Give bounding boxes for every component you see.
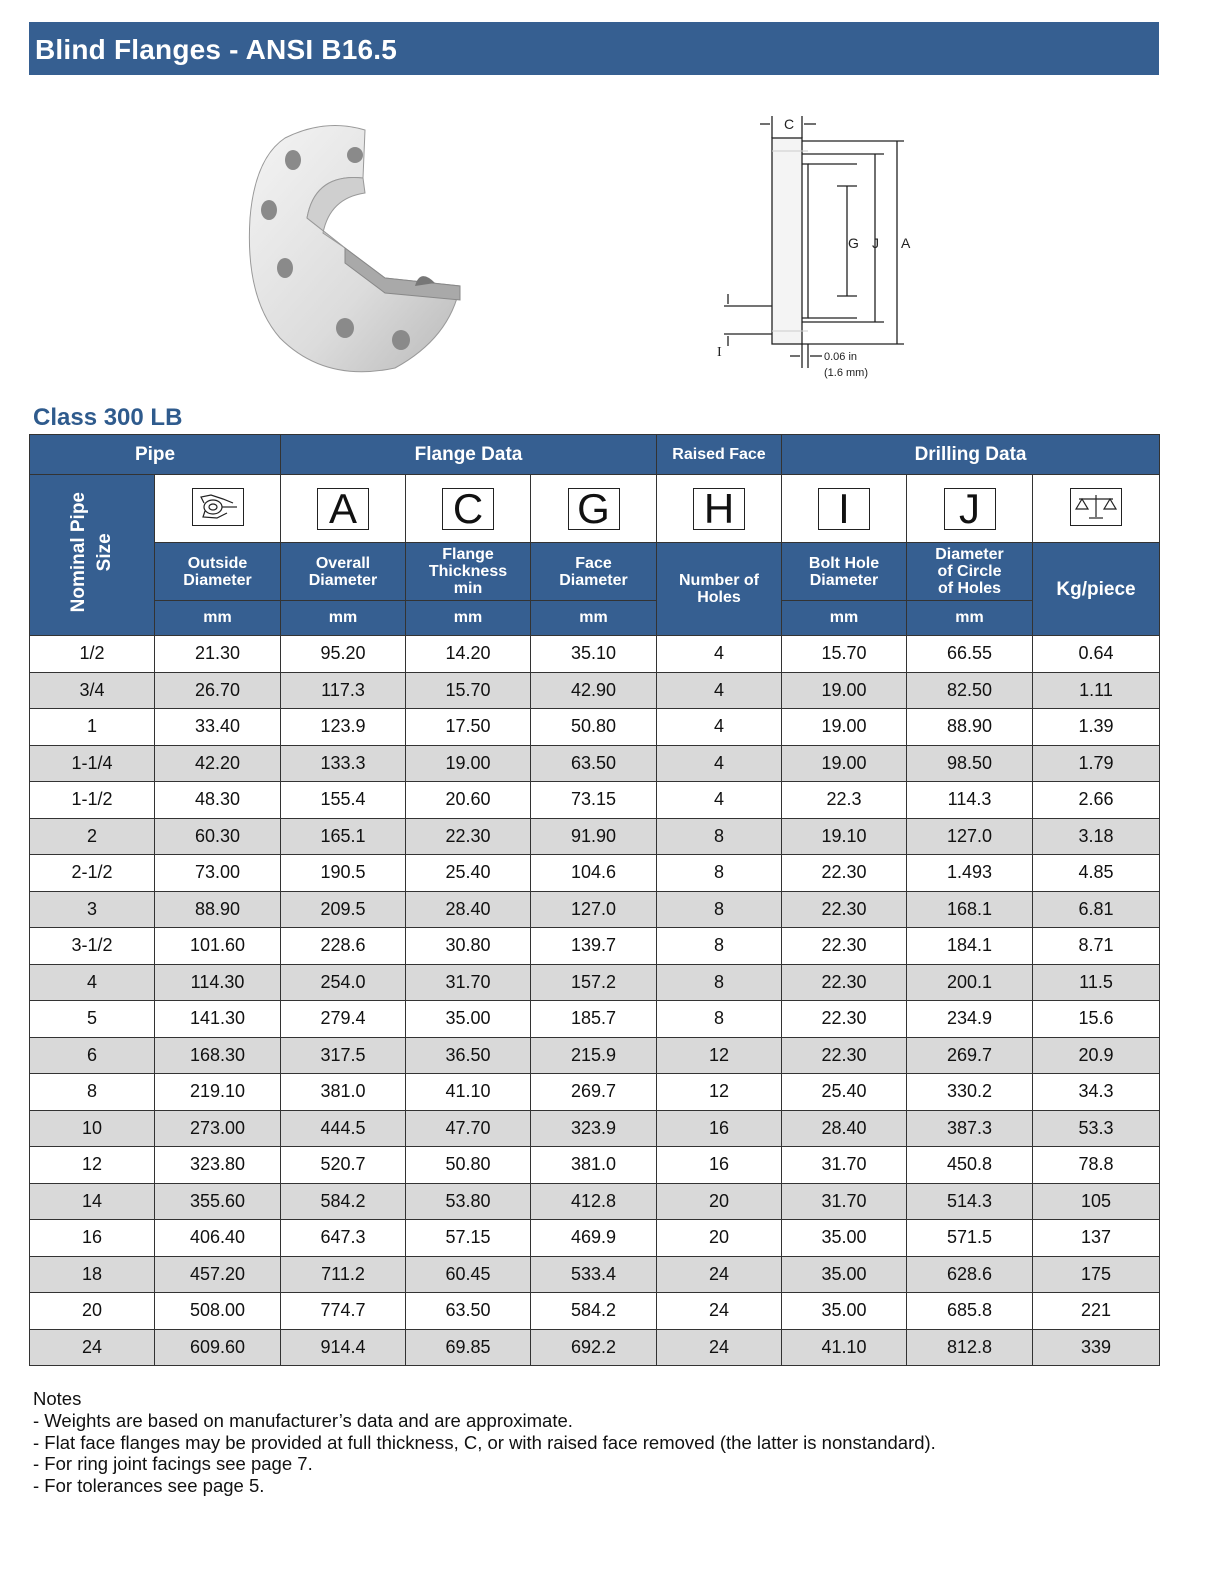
label-row: [30, 543, 1160, 601]
table-cell: 127.0: [907, 818, 1033, 855]
notes-section: [33, 1388, 936, 1497]
table-cell: 279.4: [281, 1001, 406, 1038]
table-cell: 82.50: [907, 672, 1033, 709]
table-cell: 1-1/2: [30, 782, 155, 819]
table-cell: 35.10: [531, 636, 657, 673]
gap-mm-label: (1.6 mm): [824, 367, 868, 379]
table-cell: 508.00: [155, 1293, 281, 1330]
table-row: [30, 782, 1160, 819]
symbol-row: [30, 475, 1160, 543]
table-cell: 469.9: [531, 1220, 657, 1257]
circle-diameter-header: Diameter of Circle of Holes: [907, 543, 1033, 601]
table-cell: 22.30: [782, 855, 907, 892]
page-title: Blind Flanges - ANSI B16.5: [35, 34, 398, 65]
table-cell: 387.3: [907, 1110, 1033, 1147]
symbol-h: H: [657, 475, 782, 543]
table-cell: 28.40: [782, 1110, 907, 1147]
title-bar: [29, 22, 1159, 75]
table-cell: 584.2: [281, 1183, 406, 1220]
table-cell: 215.9: [531, 1037, 657, 1074]
table-cell: 24: [657, 1329, 782, 1366]
table-row: [30, 1037, 1160, 1074]
table-body: [30, 636, 1160, 1366]
table-cell: 16: [657, 1110, 782, 1147]
unit-mm: mm: [907, 601, 1033, 636]
table-cell: 141.30: [155, 1001, 281, 1038]
table-cell: 774.7: [281, 1293, 406, 1330]
table-cell: 8: [657, 818, 782, 855]
table-cell: 35.00: [406, 1001, 531, 1038]
table-cell: 685.8: [907, 1293, 1033, 1330]
table-cell: 22.30: [782, 928, 907, 965]
table-cell: 692.2: [531, 1329, 657, 1366]
flange-3d-image: [245, 118, 475, 380]
table-cell: 381.0: [281, 1074, 406, 1111]
table-cell: 33.40: [155, 709, 281, 746]
note-item: - Weights are based on manufacturer’s data and are approximate.: [33, 1409, 573, 1431]
table-cell: 317.5: [281, 1037, 406, 1074]
note-item: - For ring joint facings see page 7.: [33, 1453, 313, 1475]
symbol-c: C: [406, 475, 531, 543]
table-cell: 42.20: [155, 745, 281, 782]
table-cell: 14.20: [406, 636, 531, 673]
table-cell: 123.9: [281, 709, 406, 746]
table-cell: 88.90: [907, 709, 1033, 746]
table-cell: 1.39: [1033, 709, 1160, 746]
table-cell: 8: [657, 928, 782, 965]
table-cell: 53.80: [406, 1183, 531, 1220]
table-cell: 30.80: [406, 928, 531, 965]
table-cell: 157.2: [531, 964, 657, 1001]
table-cell: 628.6: [907, 1256, 1033, 1293]
table-cell: 15.6: [1033, 1001, 1160, 1038]
dim-a-label: A: [901, 235, 911, 251]
scale-icon: [1070, 488, 1122, 526]
table-cell: 20: [30, 1293, 155, 1330]
table-cell: 21.30: [155, 636, 281, 673]
units-row: [30, 601, 1160, 636]
unit-mm: mm: [782, 601, 907, 636]
table-cell: 41.10: [782, 1329, 907, 1366]
table-cell: 88.90: [155, 891, 281, 928]
note-item: - Flat face flanges may be provided at full thickness, C, or with raised face removed (the latter is nonstandard).: [33, 1431, 936, 1453]
table-cell: 175: [1033, 1256, 1160, 1293]
table-cell: 137: [1033, 1220, 1160, 1257]
table-row: [30, 1147, 1160, 1184]
unit-mm: mm: [531, 601, 657, 636]
group-header-row: Pipe Flange Data Raised Face Drilling Data Weight: [30, 435, 1160, 475]
table-row: [30, 672, 1160, 709]
symbol-a: A: [281, 475, 406, 543]
table-row: [30, 1329, 1160, 1366]
table-cell: 12: [30, 1147, 155, 1184]
table-cell: 514.3: [907, 1183, 1033, 1220]
table-row: [30, 1256, 1160, 1293]
table-cell: 98.50: [907, 745, 1033, 782]
table-cell: 35.00: [782, 1293, 907, 1330]
table-row: [30, 964, 1160, 1001]
table-cell: 24: [657, 1256, 782, 1293]
table-cell: 34.3: [1033, 1074, 1160, 1111]
table-cell: 36.50: [406, 1037, 531, 1074]
table-row: [30, 1220, 1160, 1257]
table-cell: 14: [30, 1183, 155, 1220]
table-cell: 457.20: [155, 1256, 281, 1293]
table-cell: 25.40: [782, 1074, 907, 1111]
table-cell: 47.70: [406, 1110, 531, 1147]
table-cell: 4: [657, 745, 782, 782]
table-cell: 914.4: [281, 1329, 406, 1366]
table-cell: 95.20: [281, 636, 406, 673]
table-cell: 25.40: [406, 855, 531, 892]
table-cell: 19.00: [782, 745, 907, 782]
table-cell: 16: [30, 1220, 155, 1257]
gap-inch-label: 0.06 in: [824, 351, 858, 363]
table-cell: 234.9: [907, 1001, 1033, 1038]
table-cell: 22.30: [782, 891, 907, 928]
table-cell: 19.00: [406, 745, 531, 782]
table-row: [30, 745, 1160, 782]
symbol-g: G: [531, 475, 657, 543]
table-cell: 20.9: [1033, 1037, 1160, 1074]
table-cell: 139.7: [531, 928, 657, 965]
table-cell: 35.00: [782, 1220, 907, 1257]
table-cell: 73.00: [155, 855, 281, 892]
table-cell: 520.7: [281, 1147, 406, 1184]
note-item: - For tolerances see page 5.: [33, 1475, 265, 1497]
table-cell: 406.40: [155, 1220, 281, 1257]
table-cell: 6.81: [1033, 891, 1160, 928]
outside-diameter-symbol: [155, 475, 281, 543]
table-cell: 1/2: [30, 636, 155, 673]
flange-thickness-header: Flange Thickness min: [406, 543, 531, 601]
table-cell: 31.70: [782, 1183, 907, 1220]
table-cell: 228.6: [281, 928, 406, 965]
notes-heading: Notes: [33, 1388, 82, 1409]
dim-g-label: G: [848, 235, 859, 251]
table-cell: 50.80: [406, 1147, 531, 1184]
table-cell: 24: [657, 1293, 782, 1330]
table-cell: 4.85: [1033, 855, 1160, 892]
table-cell: 5: [30, 1001, 155, 1038]
table-cell: 12: [657, 1037, 782, 1074]
table-cell: 323.80: [155, 1147, 281, 1184]
table-cell: 339: [1033, 1329, 1160, 1366]
table-cell: 78.8: [1033, 1147, 1160, 1184]
table-cell: 3: [30, 891, 155, 928]
table-cell: 20.60: [406, 782, 531, 819]
table-cell: 53.3: [1033, 1110, 1160, 1147]
table-cell: 60.30: [155, 818, 281, 855]
dim-j-label: J: [872, 235, 879, 251]
table-cell: 18: [30, 1256, 155, 1293]
table-cell: 35.00: [782, 1256, 907, 1293]
table-row: [30, 928, 1160, 965]
symbol-i: I: [782, 475, 907, 543]
table-cell: 184.1: [907, 928, 1033, 965]
flange-spec-table: [29, 434, 1223, 1366]
table-row: [30, 1110, 1160, 1147]
table-cell: 22.30: [782, 1001, 907, 1038]
table-cell: 19.10: [782, 818, 907, 855]
table-cell: 60.45: [406, 1256, 531, 1293]
table-cell: 330.2: [907, 1074, 1033, 1111]
table-cell: 2.66: [1033, 782, 1160, 819]
table-cell: 15.70: [406, 672, 531, 709]
bolt-hole-diameter-header: Bolt Hole Diameter: [782, 543, 907, 601]
table-cell: 269.7: [531, 1074, 657, 1111]
nominal-pipe-size-header: Nominal Pipe Size: [30, 475, 155, 636]
table-cell: 24: [30, 1329, 155, 1366]
table-cell: 4: [30, 964, 155, 1001]
table-cell: 57.15: [406, 1220, 531, 1257]
symbol-j: J: [907, 475, 1033, 543]
table-cell: 155.4: [281, 782, 406, 819]
table-cell: 26.70: [155, 672, 281, 709]
table-cell: 50.80: [531, 709, 657, 746]
table-cell: 4: [657, 672, 782, 709]
table-cell: 22.30: [782, 1037, 907, 1074]
table-cell: 22.3: [782, 782, 907, 819]
table-cell: 63.50: [406, 1293, 531, 1330]
table-cell: 8: [657, 891, 782, 928]
table-cell: 2: [30, 818, 155, 855]
table-cell: 2-1/2: [30, 855, 155, 892]
table-cell: 381.0: [531, 1147, 657, 1184]
number-of-holes-header: Number of Holes: [657, 543, 782, 636]
table-row: [30, 1074, 1160, 1111]
table-row: [30, 891, 1160, 928]
table-cell: 584.2: [531, 1293, 657, 1330]
table-cell: 3-1/2: [30, 928, 155, 965]
table-cell: 4: [657, 709, 782, 746]
table-cell: 273.00: [155, 1110, 281, 1147]
weight-symbol: [1033, 475, 1160, 543]
table-cell: 73.15: [531, 782, 657, 819]
table-cell: 66.55: [907, 636, 1033, 673]
pipe-icon: [192, 488, 244, 526]
table-cell: 12: [657, 1074, 782, 1111]
table-cell: 17.50: [406, 709, 531, 746]
table-cell: 355.60: [155, 1183, 281, 1220]
table-cell: 8: [657, 1001, 782, 1038]
table-cell: 4: [657, 782, 782, 819]
table-cell: 16: [657, 1147, 782, 1184]
table-cell: 812.8: [907, 1329, 1033, 1366]
table-cell: 42.90: [531, 672, 657, 709]
group-drilling-data: Drilling Data: [782, 435, 1160, 475]
table-cell: 1.493: [907, 855, 1033, 892]
table-row: [30, 1001, 1160, 1038]
table-cell: 105: [1033, 1183, 1160, 1220]
group-raised-face: Raised Face: [657, 435, 782, 475]
table-cell: 101.60: [155, 928, 281, 965]
face-diameter-header: Face Diameter: [531, 543, 657, 601]
table-cell: 1.79: [1033, 745, 1160, 782]
table-cell: 127.0: [531, 891, 657, 928]
table-cell: 254.0: [281, 964, 406, 1001]
table-cell: 117.3: [281, 672, 406, 709]
table-cell: 1-1/4: [30, 745, 155, 782]
table-cell: 3/4: [30, 672, 155, 709]
table-cell: 19.00: [782, 709, 907, 746]
group-flange-data: Flange Data: [281, 435, 657, 475]
table-cell: 1.11: [1033, 672, 1160, 709]
table-row: [30, 1293, 1160, 1330]
table-cell: 165.1: [281, 818, 406, 855]
table-cell: 444.5: [281, 1110, 406, 1147]
unit-mm: mm: [406, 601, 531, 636]
table-cell: 609.60: [155, 1329, 281, 1366]
table-cell: 8: [30, 1074, 155, 1111]
table-cell: 533.4: [531, 1256, 657, 1293]
table-cell: 133.3: [281, 745, 406, 782]
table-cell: 450.8: [907, 1147, 1033, 1184]
class-title: Class 300 LB: [33, 404, 183, 431]
overall-diameter-header: Overall Diameter: [281, 543, 406, 601]
table-cell: 48.30: [155, 782, 281, 819]
table-cell: 185.7: [531, 1001, 657, 1038]
table-cell: 3.18: [1033, 818, 1160, 855]
table-cell: 200.1: [907, 964, 1033, 1001]
table-cell: 8: [657, 964, 782, 1001]
table-cell: 168.30: [155, 1037, 281, 1074]
table-cell: 22.30: [782, 964, 907, 1001]
table-cell: 1: [30, 709, 155, 746]
kg-per-piece-header: Kg/piece: [1033, 543, 1160, 636]
table-cell: 31.70: [782, 1147, 907, 1184]
table-cell: 114.30: [155, 964, 281, 1001]
table-row: [30, 1183, 1160, 1220]
dim-i-label: I: [717, 345, 722, 360]
table-cell: 20: [657, 1220, 782, 1257]
table-cell: 15.70: [782, 636, 907, 673]
table-cell: 323.9: [531, 1110, 657, 1147]
table-cell: 647.3: [281, 1220, 406, 1257]
table-cell: 412.8: [531, 1183, 657, 1220]
table-cell: 168.1: [907, 891, 1033, 928]
table-cell: 221: [1033, 1293, 1160, 1330]
table-cell: 571.5: [907, 1220, 1033, 1257]
table-cell: 11.5: [1033, 964, 1160, 1001]
table-cell: 41.10: [406, 1074, 531, 1111]
table-cell: 190.5: [281, 855, 406, 892]
table-cell: 219.10: [155, 1074, 281, 1111]
table-cell: 6: [30, 1037, 155, 1074]
table-cell: 4: [657, 636, 782, 673]
table-cell: 10: [30, 1110, 155, 1147]
table-row: [30, 636, 1160, 673]
table-cell: 209.5: [281, 891, 406, 928]
table-cell: 8: [657, 855, 782, 892]
table-cell: 8.71: [1033, 928, 1160, 965]
flange-section-diagram: [712, 106, 942, 384]
unit-mm: mm: [281, 601, 406, 636]
table-cell: 19.00: [782, 672, 907, 709]
table-row: [30, 818, 1160, 855]
table-cell: 69.85: [406, 1329, 531, 1366]
table-cell: 711.2: [281, 1256, 406, 1293]
table-cell: 31.70: [406, 964, 531, 1001]
dim-c-label: C: [784, 116, 795, 132]
table-cell: 63.50: [531, 745, 657, 782]
table-cell: 91.90: [531, 818, 657, 855]
table-cell: 114.3: [907, 782, 1033, 819]
table-row: [30, 709, 1160, 746]
table-cell: 20: [657, 1183, 782, 1220]
table-cell: 269.7: [907, 1037, 1033, 1074]
outside-diameter-header: Outside Diameter: [155, 543, 281, 601]
table-row: [30, 855, 1160, 892]
unit-mm: mm: [155, 601, 281, 636]
table-cell: 0.64: [1033, 636, 1160, 673]
table-cell: 22.30: [406, 818, 531, 855]
table-cell: 104.6: [531, 855, 657, 892]
group-pipe: Pipe: [30, 435, 281, 475]
table-cell: 28.40: [406, 891, 531, 928]
